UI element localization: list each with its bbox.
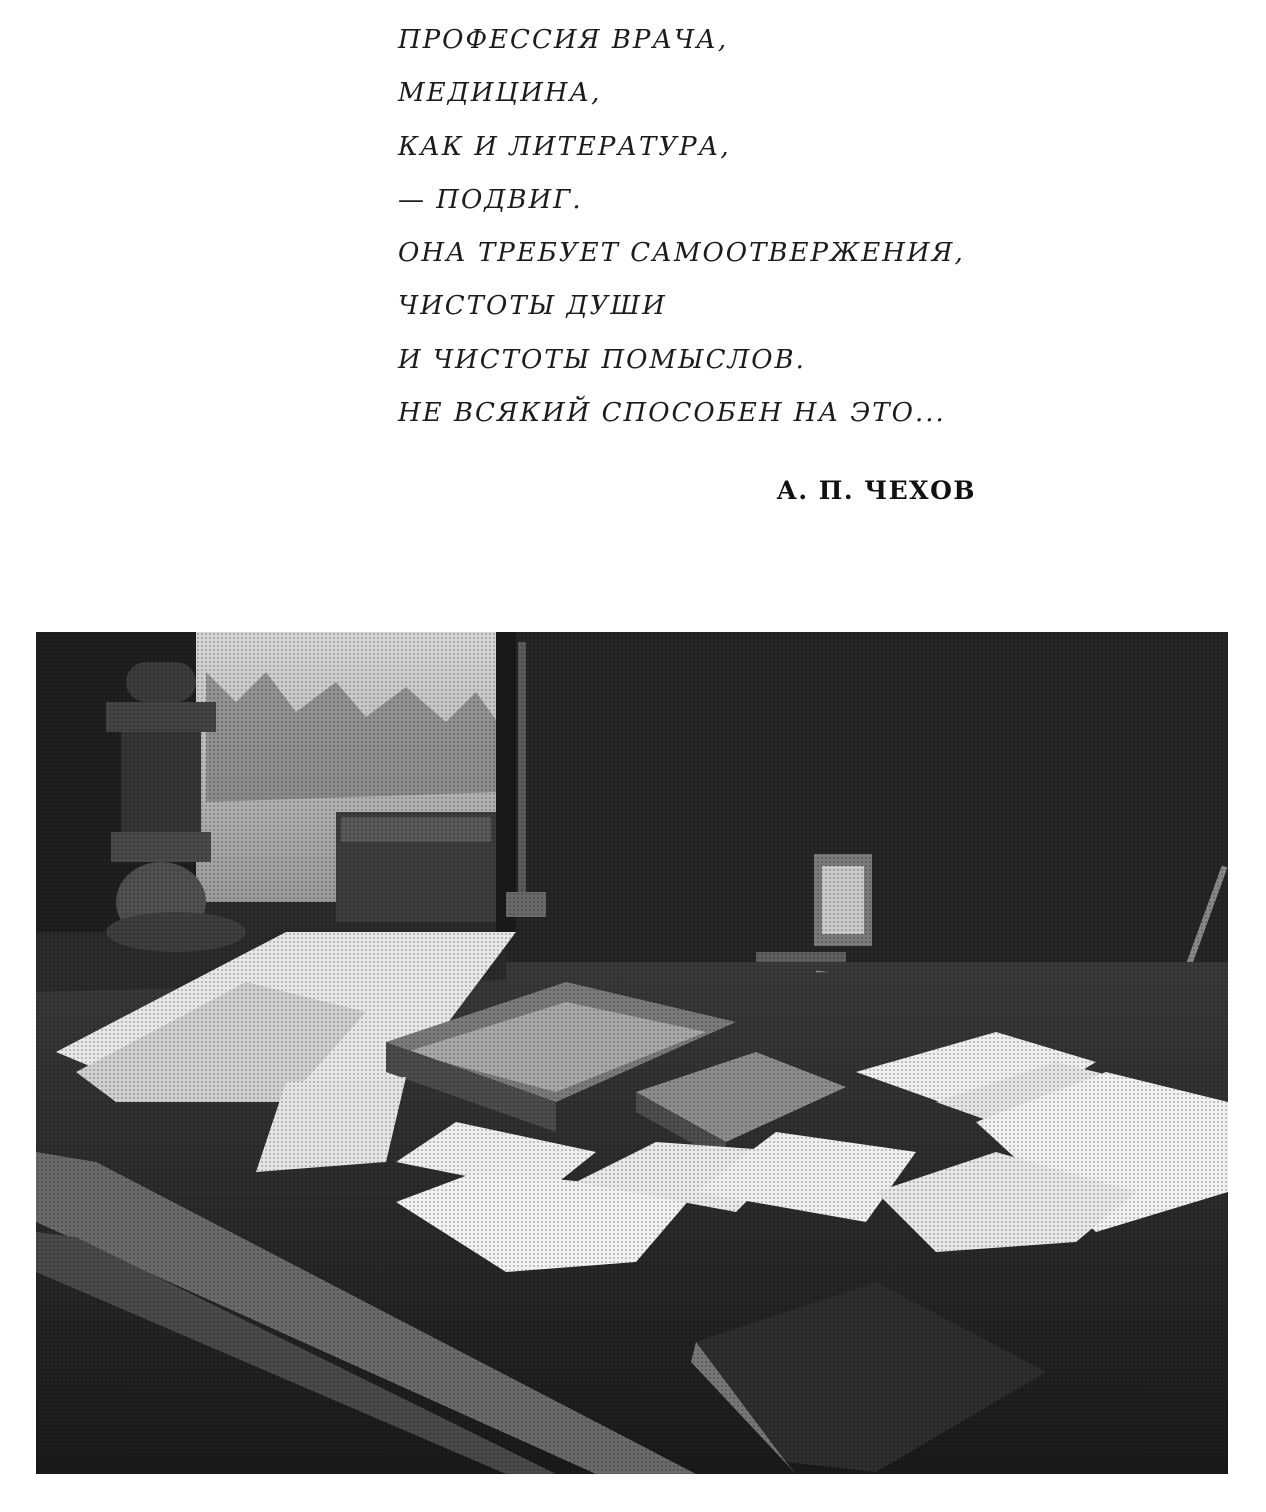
quote-line: ОНА ТРЕБУЕТ САМООТВЕРЖЕНИЯ, (398, 238, 965, 269)
quote-line: ПРОФЕССИЯ ВРАЧА, (398, 25, 729, 55)
epigraph-quote (398, 18, 1038, 444)
quote-line: ЧИСТОТЫ ДУШИ (398, 291, 667, 322)
desk-photograph (36, 632, 1228, 1474)
quote-author: А. П. ЧЕХОВ (776, 476, 976, 505)
desk-photo-illustration (36, 632, 1228, 1474)
quote-line: — ПОДВИГ. (398, 184, 583, 215)
quote-line: И ЧИСТОТЫ ПОМЫСЛОВ. (398, 344, 806, 375)
quote-line: НЕ ВСЯКИЙ СПОСОБЕН НА ЭТО... (398, 398, 946, 429)
quote-line: КАК И ЛИТЕРАТУРА, (398, 131, 731, 162)
quote-line: МЕДИЦИНА, (398, 78, 602, 109)
